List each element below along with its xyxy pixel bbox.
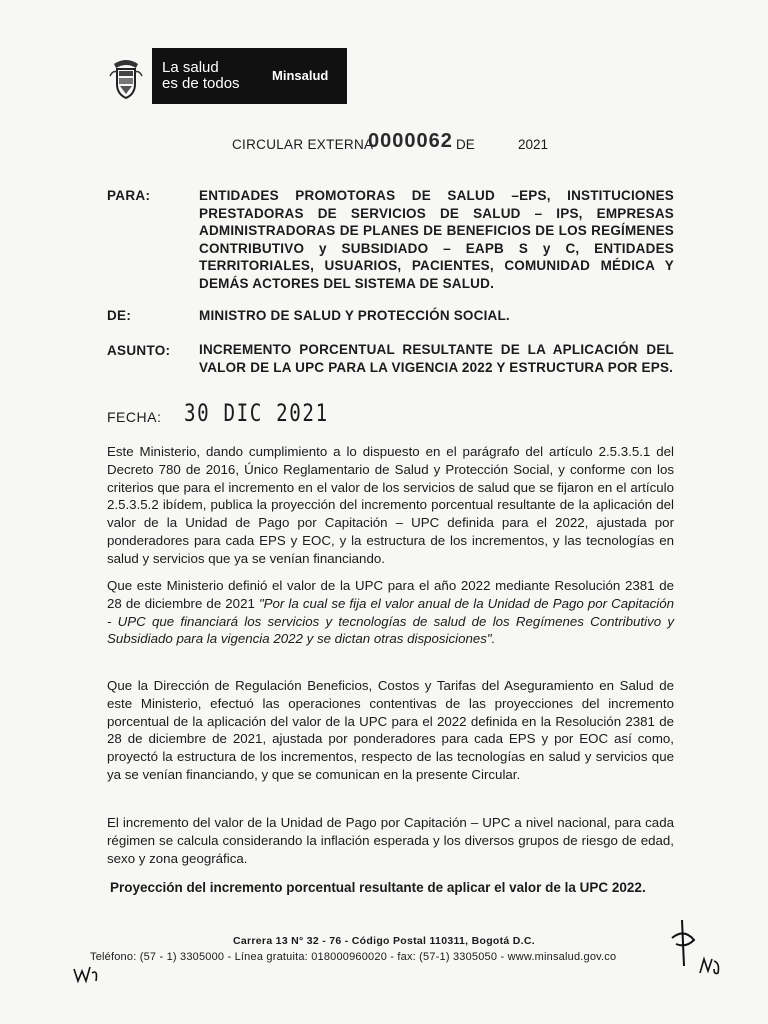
handwritten-initials-left [72, 963, 102, 985]
minsalud-logo [152, 48, 347, 104]
asunto-subject: INCREMENTO PORCENTUAL RESULTANTE DE LA APLICACIÓN DEL VALOR DE LA UPC PARA LA VIGENCIA 2022 Y ESTRUCTURA POR EPS. [199, 342, 674, 375]
coat-of-arms-icon [108, 56, 144, 100]
circular-de: DE [456, 137, 475, 152]
logo-brand: Minsalud [272, 68, 329, 83]
paragraph-4: El incremento del valor de la Unidad de Pago por Capitación – UPC a nivel nacional, para cada régimen se calcula considerando la inflación esperada y los diversos grupos de riesgo de edad, sexo y zona geográfica. [107, 815, 674, 866]
de-sender: MINISTRO DE SALUD Y PROTECCIÓN SOCIAL. [199, 308, 510, 323]
paragraph-3: Que la Dirección de Regulación Beneficios, Costos y Tarifas del Aseguramiento en Salud de este Ministerio, efectuó las operaciones contentivas de las proyecciones del incremento porcentual de la aplicación del valor de la UPC para el 2022 definida en la Resolución 2381 de 28 de diciembre de 2021, ajustada por ponderadores para cada EPS y por EOC así como, proyectó la estructura de los incrementos, respecto de las tecnologías en salud y servicios que ya se venían financiando, y que se comunican en la presente Circular. [107, 678, 674, 782]
para-label: PARA: [107, 188, 151, 203]
paragraph-2 [107, 577, 674, 648]
handwritten-initials-right [698, 955, 724, 979]
logo-slogan-line1: La salud [162, 59, 219, 76]
footer-contact: Teléfono: (57 - 1) 3305000 - Línea gratuita: 018000960020 - fax: (57-1) 3305050 - www.minsalud.gov.co [90, 951, 617, 963]
para-recipients: ENTIDADES PROMOTORAS DE SALUD –EPS, INSTITUCIONES PRESTADORAS DE SERVICIOS DE SALUD – IPS, EMPRESAS ADMINISTRADORAS DE PLANES DE BENEFICIOS DE LOS REGÍMENES CONTRIBUTIVO y SUBSIDIADO – EAPB S y C, ENTIDADES TERRITORIALES, USUARIOS, PACIENTES, COMUNIDAD MÉDICA Y DEMÁS ACTORES DEL SISTEMA DE SALUD. [199, 188, 674, 291]
asunto-label: ASUNTO: [107, 343, 171, 358]
circular-year: 2021 [518, 137, 549, 152]
paragraph-5-heading: Proyección del incremento porcentual resultante de aplicar el valor de la UPC 2022. [110, 880, 646, 895]
handwritten-signature-mark [668, 918, 698, 970]
fecha-stamp: 30 DIC 2021 [184, 399, 329, 427]
paragraph-1: Este Ministerio, dando cumplimiento a lo dispuesto en el parágrafo del artículo 2.5.3.5.1 del Decreto 780 de 2016, Único Reglamentario de Salud y Protección Social, y conforme con los criterios que para el incremento en el valor de los servicios de salud que se fijaron en el artículo 2.5.3.5.2 ibídem, publica la proyección del incremento porcentual resultante de la aplicación del valor de la Unidad de Pago por Capitación – UPC definida para el 2022, ajustada por ponderadores para cada EPS y EOC, y la estructura de los incrementos, y las tecnologías en salud y servicios que ya se venían financiando. [107, 444, 674, 566]
paragraph-2-quote: "Por la cual se fija el valor anual de la Unidad de Pago por Capitación - UPC que financiará los servicios y tecnologías de salud de los Regímenes Contributivo y Subsidiado para la vigencia 2022 y se dictan otras disposiciones". [107, 595, 674, 647]
fecha-label: FECHA: [107, 409, 162, 425]
paragraph-2-text: Que este Ministerio definió el valor de la UPC para el año 2022 mediante Resolución 2381 de 28 de diciembre de 2021 [107, 578, 674, 611]
circular-number: 0000062 [368, 130, 453, 152]
logo-slogan-line2: es de todos [162, 75, 240, 92]
circular-label: CIRCULAR EXTERNA [232, 137, 374, 152]
footer-address: Carrera 13 N° 32 - 76 - Código Postal 110311, Bogotá D.C. [233, 935, 535, 947]
de-label: DE: [107, 308, 132, 323]
